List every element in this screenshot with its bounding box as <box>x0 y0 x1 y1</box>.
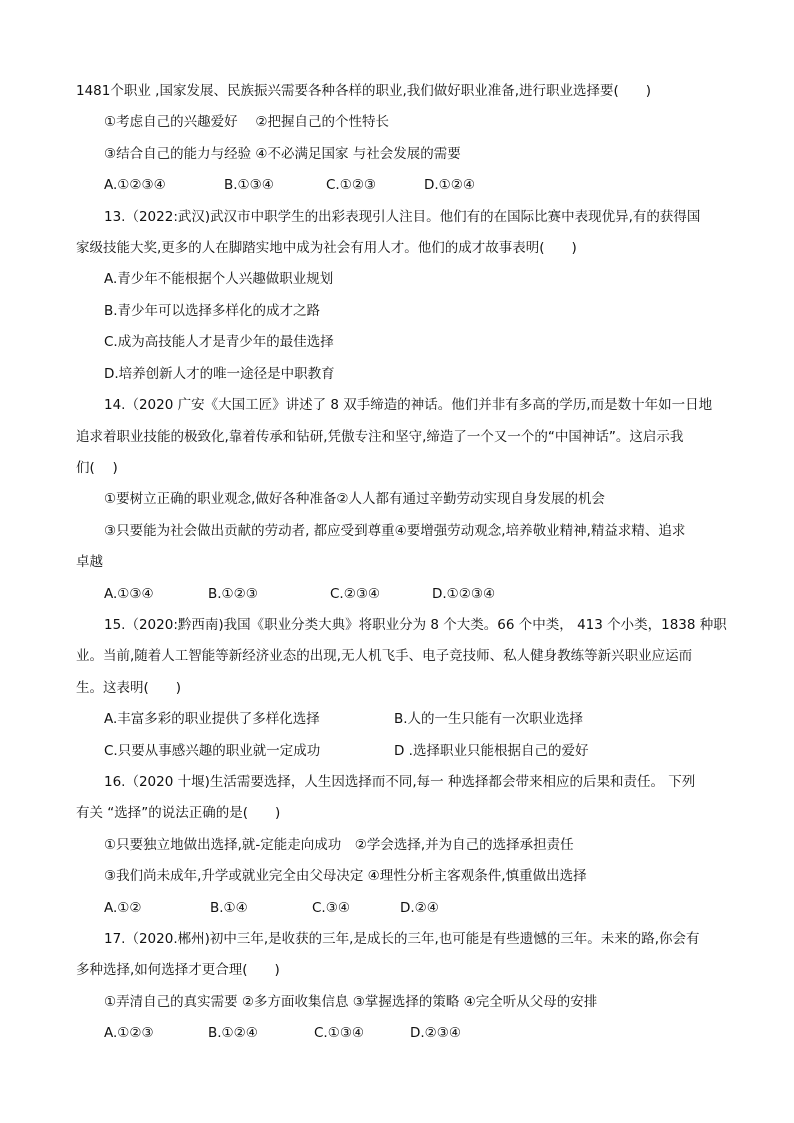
question-14-options <box>104 585 704 603</box>
question-14-stem-2: 追求着职业技能的极致化,靠着传承和钻研,凭傲专注和坚守,缔造了一个又一个的“中国神话”。这启示我 <box>76 429 684 445</box>
question-12-options <box>104 176 704 194</box>
question-16-options <box>104 899 504 917</box>
question-13-option-b: B.青少年可以选择多样化的成才之路 <box>104 303 321 319</box>
option-a: A.①②③ <box>104 1025 154 1041</box>
option-a: A.①②③④ <box>104 177 166 193</box>
question-12-stem: 1481个职业 ,国家发展、民族振兴需要各种各样的职业,我们做好职业准备,进行职业选择要( ) <box>76 83 652 99</box>
question-13-option-d: D.培养创新人才的唯一途径是中职教育 <box>104 366 335 382</box>
option-a: A.①② <box>104 900 142 916</box>
question-17-options <box>104 1024 554 1042</box>
question-16-statements-1: ①只要独立地做出选择,就-定能走向成功 ②学会选择,并为自己的选择承担责任 <box>104 837 574 853</box>
question-13-stem-2: 家级技能大奖,更多的人在脚踏实地中成为社会有用人才。他们的成才故事表明( ) <box>76 240 577 256</box>
option-d: D.②④ <box>400 900 439 916</box>
option-d: D.②③④ <box>410 1025 461 1041</box>
option-a: A.①③④ <box>104 586 154 602</box>
option-b: B.①④ <box>210 900 248 916</box>
option-c: C.①③④ <box>314 1025 365 1041</box>
question-16-stem-1: 16.（2020 十堰)生活需要选择，人生因选择而不同,每一 种选择都会带来相应的后果和责任。 下列 <box>104 774 696 790</box>
question-17-stem-1: 17.（2020.郴州)初中三年,是收获的三年,是成长的三年,也可能是有些遗憾的三年。未来的路,你会有 <box>104 931 700 947</box>
question-14-stem-1: 14.（2020 广安《大国工匠》讲述了 8 双手缔造的神话。他们并非有多高的学历,而是数十年如一日地 <box>104 397 713 413</box>
option-b: B.①②③ <box>208 586 258 602</box>
question-16-statements-2: ③我们尚未成年,升学或就业完全由父母决定 ④理性分析主客观条件,慎重做出选择 <box>104 868 587 884</box>
question-15-options-row-2 <box>104 742 724 760</box>
option-c: C.①②③ <box>326 177 377 193</box>
option-a: A.丰富多彩的职业提供了多样化选择 <box>104 711 320 727</box>
option-d: D.①②④ <box>424 177 475 193</box>
option-c: C.②③④ <box>330 586 381 602</box>
option-b: B.①③④ <box>224 177 274 193</box>
question-12-statements-2: ③结合自己的能力与经验 ④不必满足国家 与社会发展的需要 <box>104 146 461 162</box>
question-14-statements-2: ③只要能为社会做出贡献的劳动者, 都应受到尊重④要增强劳动观念,培养敬业精神,精益求精、追求 <box>104 523 686 539</box>
question-15-options-row-1 <box>104 710 724 728</box>
question-12-statements-1: ①考虑自己的兴趣爱好 ②把握自己的个性特长 <box>104 114 389 130</box>
question-15-stem-2: 业。当前,随着人工智能等新经济业态的出现,无人机飞手、电子竞技师、私人健身教练等新兴职业应运而 <box>76 648 693 664</box>
option-b: B.①②④ <box>208 1025 258 1041</box>
option-d: D.①②③④ <box>432 586 496 602</box>
option-b: B.人的一生只能有一次职业选择 <box>394 711 584 727</box>
question-14-stem-3: 们( ) <box>76 460 118 476</box>
question-17-statements: ①弄清自己的真实需要 ②多方面收集信息 ③掌握选择的策略 ④完全听从父母的安排 <box>104 994 598 1010</box>
question-15-stem-3: 生。这表明( ) <box>76 680 182 696</box>
question-13-stem-1: 13.（2022:武汉)武汉市中职学生的出彩表现引人注目。他们有的在国际比赛中表现优异,有的获得国 <box>104 209 701 225</box>
option-d: D .选择职业只能根据自己的爱好 <box>394 743 589 759</box>
question-14-statements-1: ①要树立正确的职业观念,做好各种准备②人人都有通过辛勤劳动实现自身发展的机会 <box>104 491 605 507</box>
option-c: C.③④ <box>312 900 350 916</box>
question-13-option-a: A.青少年不能根据个人兴趣做职业规划 <box>104 271 334 287</box>
question-14-statements-3: 卓越 <box>76 554 103 570</box>
question-17-stem-2: 多种选择,如何选择才更合理( ) <box>76 962 280 978</box>
question-16-stem-2: 有关 “选择”的说法正确的是( ) <box>76 805 281 821</box>
question-13-option-c: C.成为高技能人才是青少年的最佳选择 <box>104 334 334 350</box>
option-c: C.只要从事感兴趣的职业就一定成功 <box>104 743 321 759</box>
question-15-stem-1: 15.（2020:黔西南)我国《职业分类大典》将职业分为 8 个大类。66 个中类， 413 个小类，1838 种职 <box>104 617 727 633</box>
